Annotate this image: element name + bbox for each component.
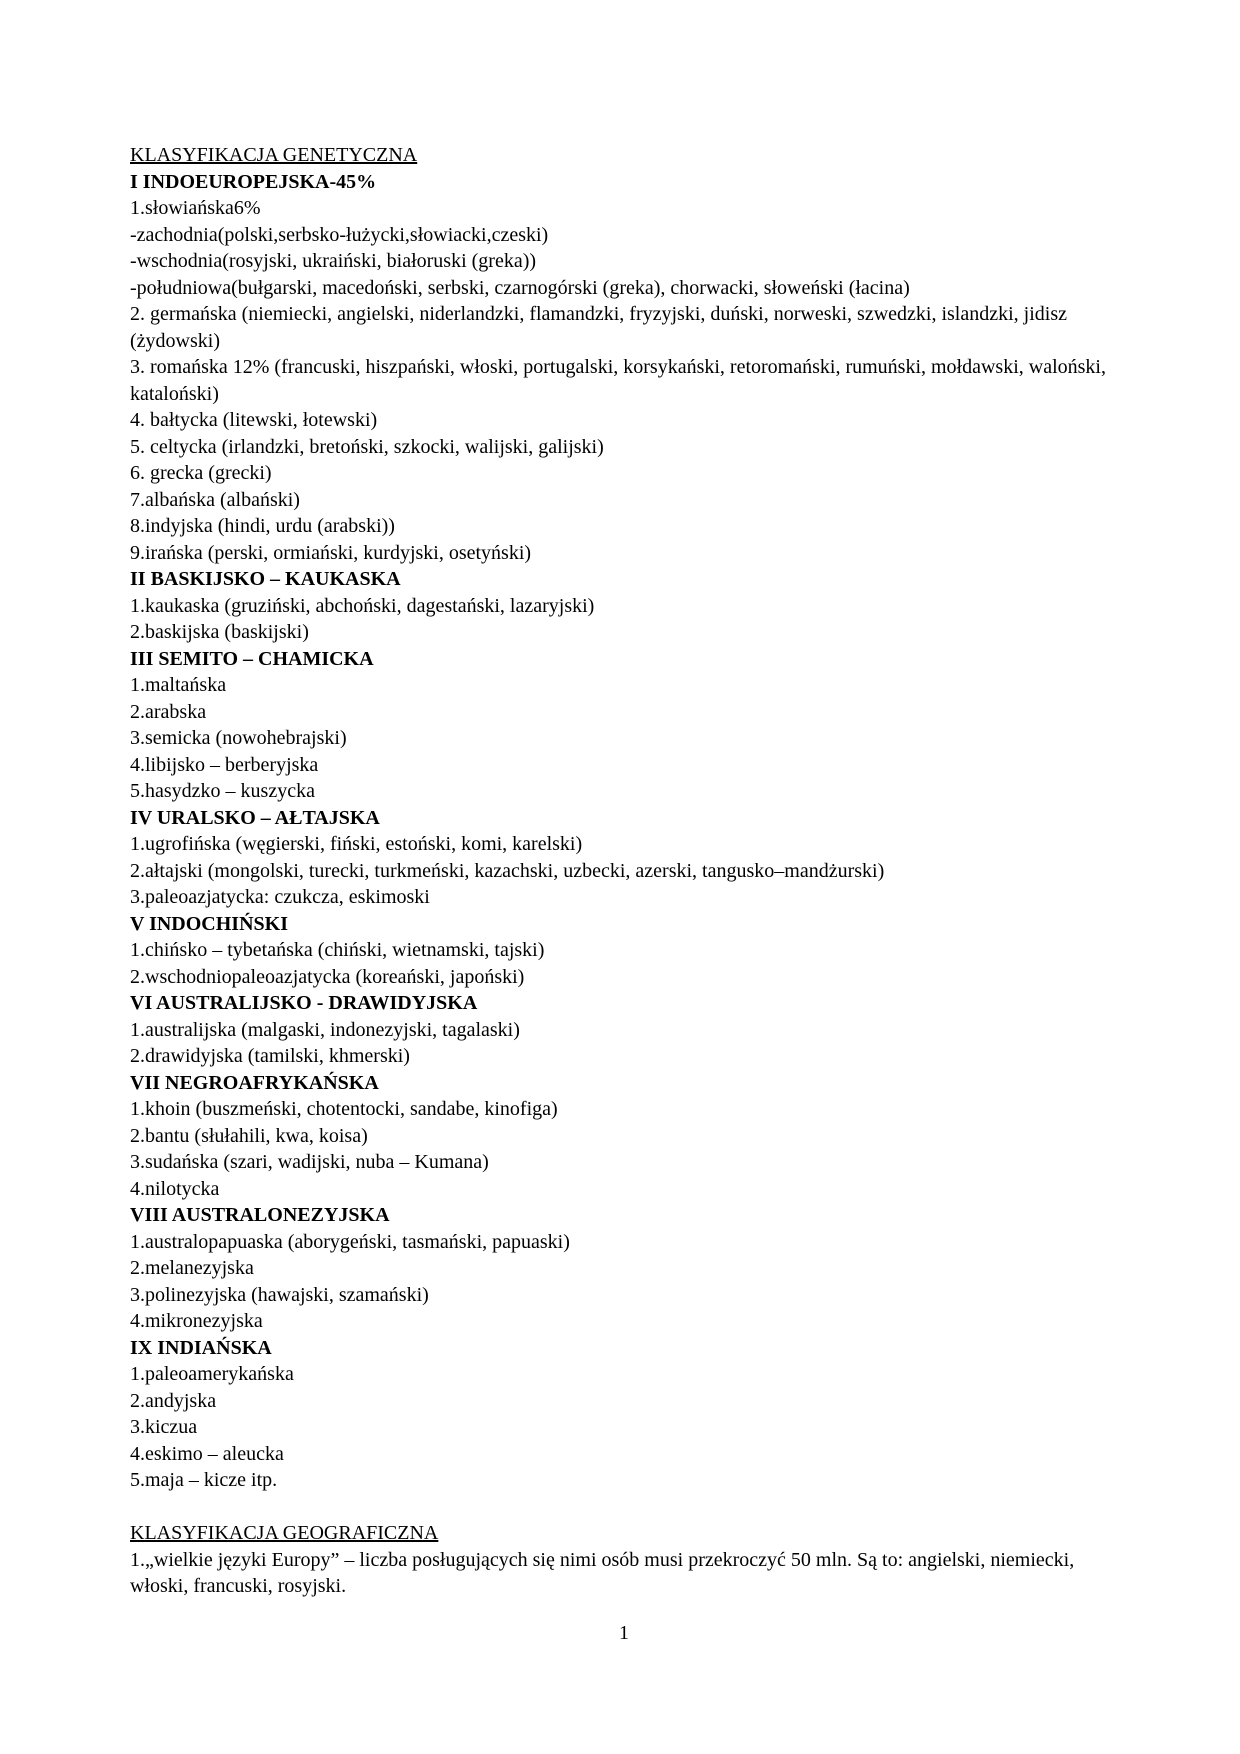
text-line: 1.słowiańska6% — [130, 197, 261, 219]
text-line: -południowa(bułgarski, macedoński, serbski, czarnogórski (greka), chorwacki, słoweński (łacina) — [130, 276, 910, 299]
text-line: 5.maja – kicze itp. — [130, 1469, 278, 1491]
text-line: 5. celtycka (irlandzki, bretoński, szkocki, walijski, galijski) — [130, 435, 604, 458]
text-line: 7.albańska (albański) — [130, 488, 300, 511]
classification-title: KLASYFIKACJA GEOGRAFICZNA — [130, 1522, 439, 1544]
text-line: 3.paleoazjatycka: czukcza, eskimoski — [130, 886, 430, 908]
text-line: 1.australopapuaska (aborygeński, tasmański, papuaski) — [130, 1230, 570, 1253]
text-line: 1.khoin (buszmeński, chotentocki, sandabe, kinofiga) — [130, 1098, 558, 1120]
family-heading: III SEMITO – CHAMICKA — [130, 647, 374, 670]
text-line: -wschodnia(rosyjski, ukraiński, białoruski (greka)) — [130, 250, 537, 272]
text-line: 1.kaukaska (gruziński, abchoński, dagestański, lazaryjski) — [130, 594, 595, 617]
document-body — [130, 142, 1118, 1600]
text-line — [130, 1494, 1118, 1521]
text-line: 3.semicka (nowohebrajski) — [130, 727, 347, 749]
family-heading: II BASKIJSKO – KAUKASKA — [130, 568, 401, 590]
text-line: 1.„wielkie języki Europy” – liczba posługujących się nimi osób musi przekroczyć 50 mln. Są to: angielski, niemiecki, włoski, francuski, rosyjski. — [130, 1548, 1080, 1597]
text-line: 3. romańska 12% (francuski, hiszpański, włoski, portugalski, korsykański, retoromański, rumuński, mołdawski, waloński, kataloński) — [130, 356, 1111, 405]
text-line: 1.chińsko – tybetańska (chiński, wietnamski, tajski) — [130, 939, 545, 961]
text-line: 2. germańska (niemiecki, angielski, niderlandzki, flamandzki, fryzyjski, duński, norweski, szwedzki, islandzki, jidisz (żydowski) — [130, 303, 1072, 352]
text-line: 9.irańska (perski, ormiański, kurdyjski, osetyński) — [130, 541, 532, 564]
text-line: 3.polinezyjska (hawajski, szamański) — [130, 1283, 429, 1306]
text-line: 4.nilotycka — [130, 1177, 220, 1200]
text-line: 5.hasydzko – kuszycka — [130, 780, 315, 802]
page-number: 1 — [619, 1622, 629, 1644]
text-line: 2.drawidyjska (tamilski, khmerski) — [130, 1045, 410, 1067]
text-line: 6. grecka (grecki) — [130, 462, 272, 484]
classification-title: KLASYFIKACJA GENETYCZNA — [130, 144, 418, 166]
text-line: 2.wschodniopaleoazjatycka (koreański, japoński) — [130, 965, 525, 988]
text-line: 1.ugrofińska (węgierski, fiński, estoński, komi, karelski) — [130, 833, 583, 855]
text-line: 2.bantu (słułahili, kwa, koisa) — [130, 1124, 368, 1147]
text-line: 4.mikronezyjska — [130, 1310, 263, 1332]
text-line: 2.baskijska (baskijski) — [130, 621, 309, 643]
text-line: 2.melanezyjska — [130, 1257, 254, 1279]
text-line: 4.libijsko – berberyjska — [130, 753, 319, 776]
family-heading: IX INDIAŃSKA — [130, 1336, 272, 1359]
text-line: 1.paleoamerykańska — [130, 1363, 294, 1385]
text-line: 1.australijska (malgaski, indonezyjski, tagalaski) — [130, 1018, 520, 1041]
family-heading: IV URALSKO – AŁTAJSKA — [130, 806, 380, 829]
family-heading: I INDOEUROPEJSKA-45% — [130, 170, 377, 193]
text-line: 3.kiczua — [130, 1416, 198, 1438]
text-line: 3.sudańska (szari, wadijski, nuba – Kumana) — [130, 1151, 489, 1173]
family-heading: V INDOCHIŃSKI — [130, 912, 288, 935]
text-line: 4.eskimo – aleucka — [130, 1442, 284, 1465]
text-line: 4. bałtycka (litewski, łotewski) — [130, 409, 378, 431]
family-heading: VII NEGROAFRYKAŃSKA — [130, 1071, 379, 1094]
family-heading: VIII AUSTRALONEZYJSKA — [130, 1204, 390, 1226]
text-line: 8.indyjska (hindi, urdu (arabski)) — [130, 515, 395, 537]
text-line: 2.andyjska — [130, 1389, 217, 1412]
family-heading: VI AUSTRALIJSKO - DRAWIDYJSKA — [130, 992, 478, 1014]
text-line: 2.ałtajski (mongolski, turecki, turkmeński, kazachski, uzbecki, azerski, tangusko–mandżurski) — [130, 859, 885, 882]
text-line: -zachodnia(polski,serbsko-łużycki,słowiacki,czeski) — [130, 223, 549, 246]
text-line: 2.arabska — [130, 700, 207, 723]
text-line: 1.maltańska — [130, 674, 227, 696]
